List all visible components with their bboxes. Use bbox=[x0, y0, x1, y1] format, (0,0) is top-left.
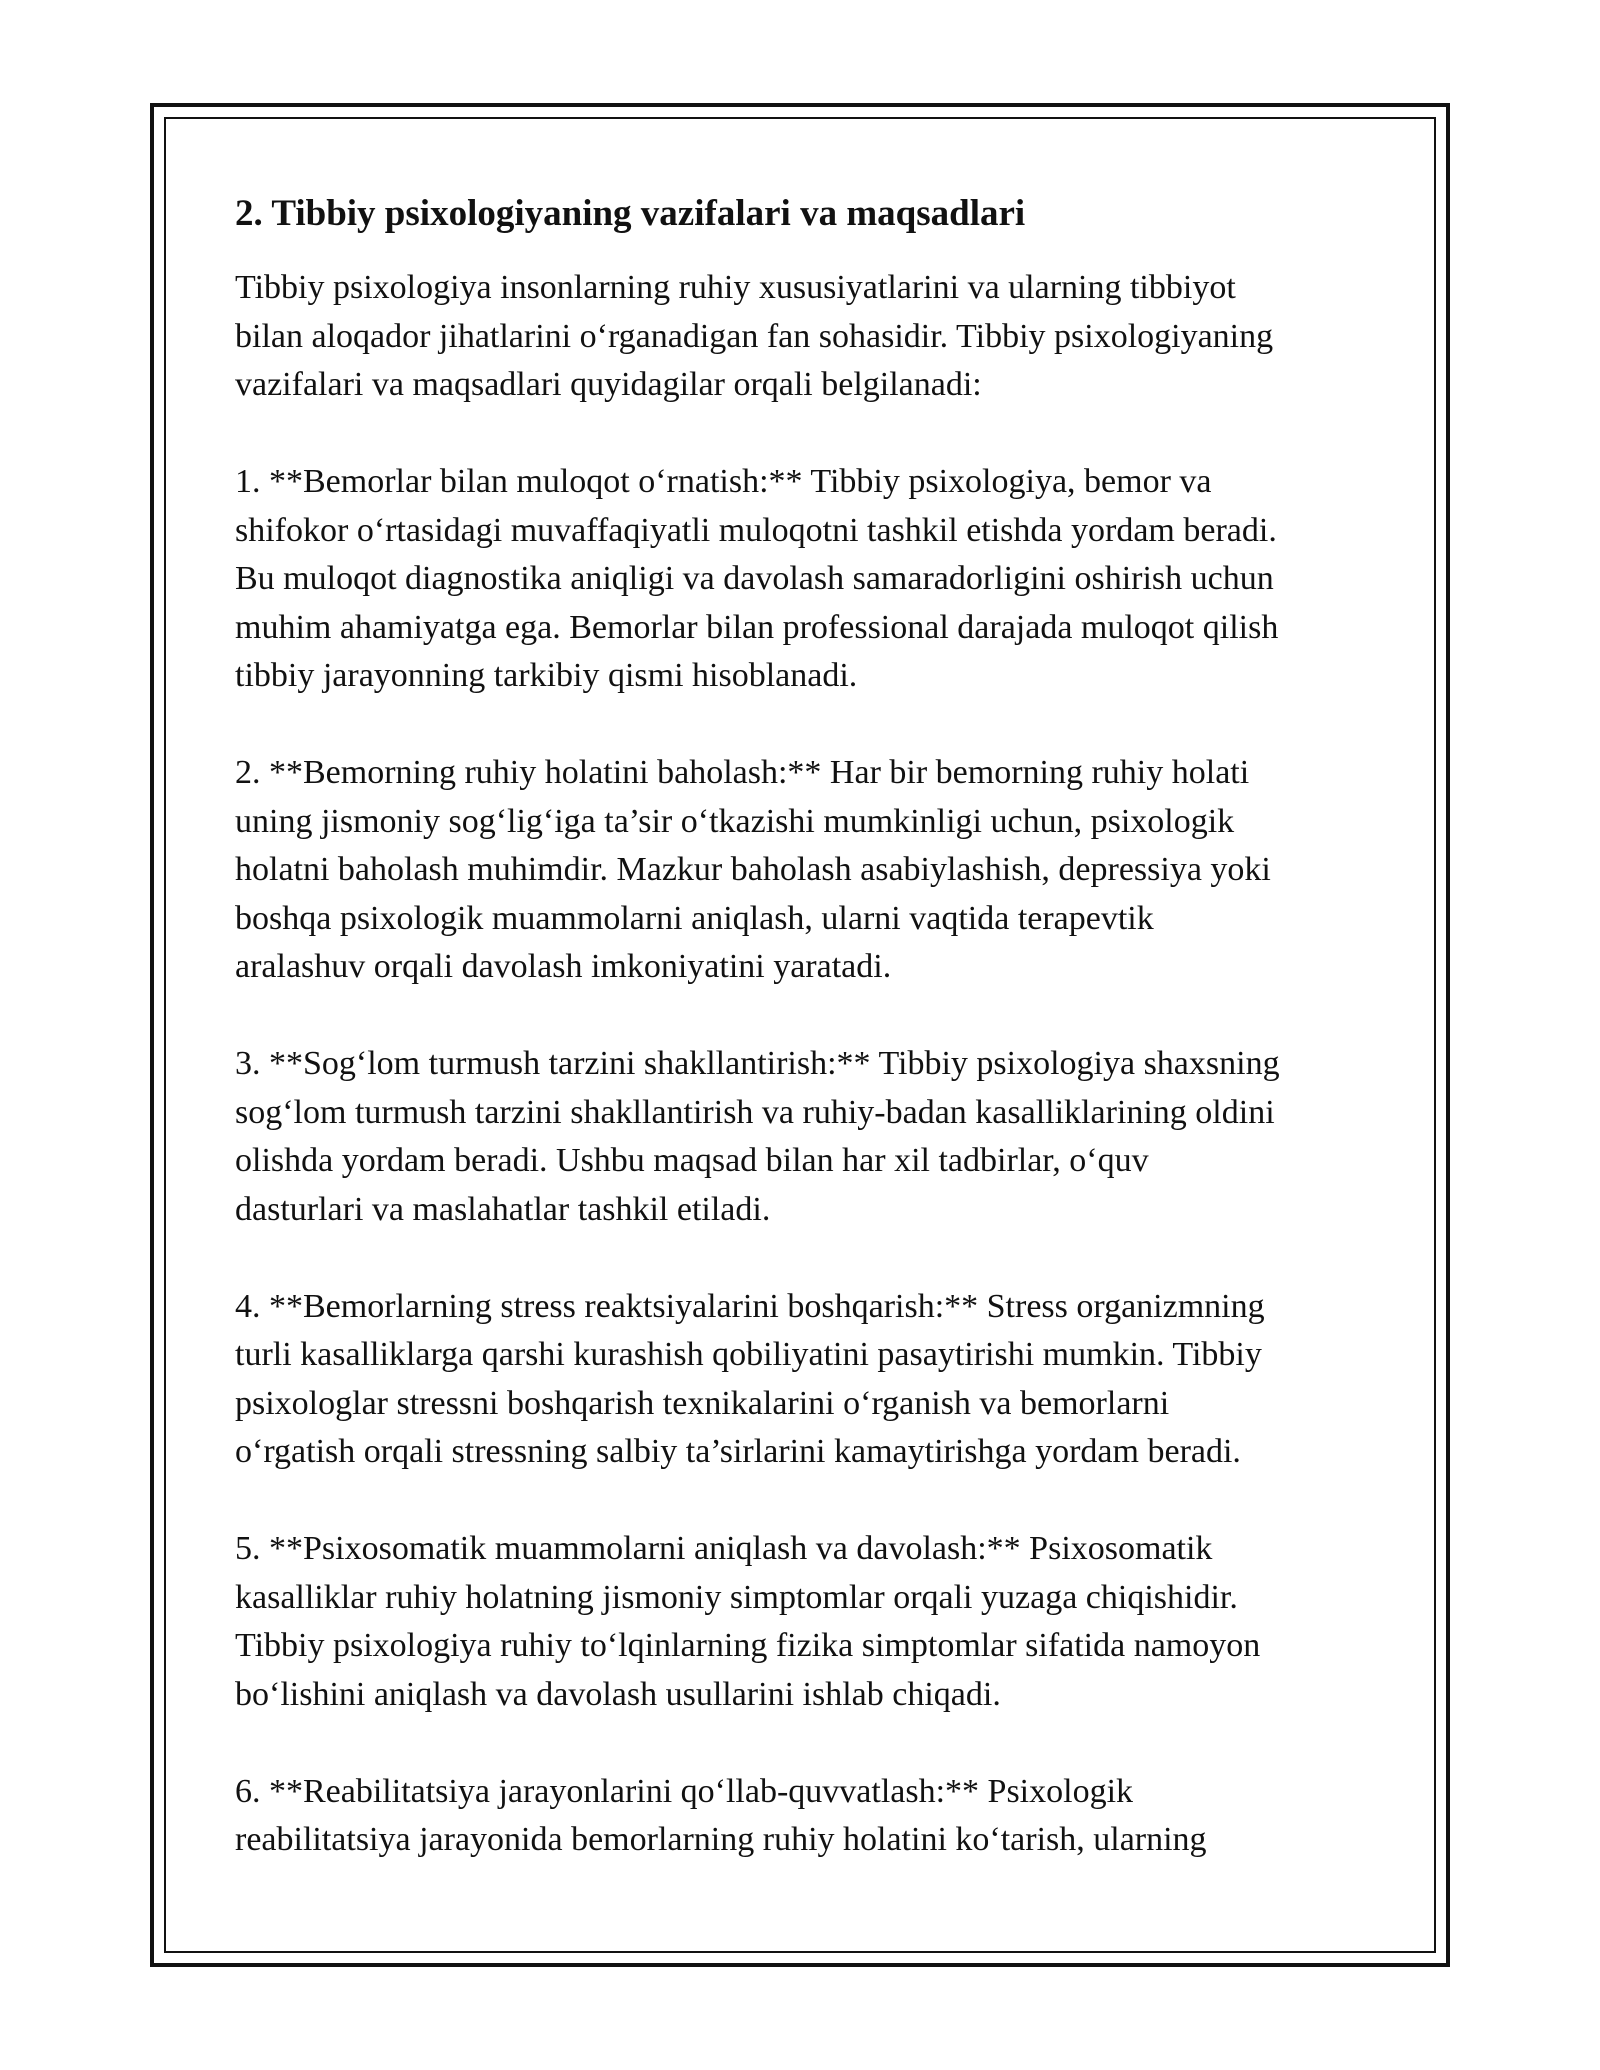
list-item-6-paragraph: 6. **Reabilitatsiya jarayonlarini qo‘llab-quvvatlash:** Psixologik reabilitatsiya jarayonida bemorlarning ruhiy holatini ko‘tarish, ularning bbox=[235, 1772, 1207, 1858]
list-item-1-paragraph: 1. **Bemorlar bilan muloqot o‘rnatish:** Tibbiy psixologiya, bemor va shifokor o‘rtasidagi muvaffaqiyatli muloqotni tashkil etishda yordam beradi. Bu muloqot diagnostika aniqligi va davolash samaradorligini oshirish uchun muhim ahamiyatga ega. Bemorlar bilan professional darajada muloqot qilish tibbiy jarayonning tarkibiy qismi hisoblanadi. bbox=[235, 463, 1279, 694]
list-item-3-paragraph: 3. **Sog‘lom turmush tarzini shakllantirish:** Tibbiy psixologiya shaxsning sog‘lom turmush tarzini shakllantirish va ruhiy-badan kasalliklarining oldini olishda yordam beradi. Ushbu maqsad bilan har xil tadbirlar, o‘quv dasturlari va maslahatlar tashkil etiladi. bbox=[235, 1045, 1280, 1228]
list-item-5-paragraph: 5. **Psixosomatik muammolarni aniqlash va davolash:** Psixosomatik kasalliklar ruhiy holatning jismoniy simptomlar orqali yuzaga chiqishidir. Tibbiy psixologiya ruhiy to‘lqinlarning fizika simptomlar sifatida namoyon bo‘lishini aniqlash va davolash usullarini ishlab chiqadi. bbox=[235, 1530, 1261, 1713]
document-body bbox=[235, 190, 1375, 1913]
list-item-2-paragraph: 2. **Bemorning ruhiy holatini baholash:** Har bir bemorning ruhiy holati uning jismoniy sog‘lig‘iga ta’sir o‘tkazishi mumkinligi uchun, psixologik holatni baholash muhimdir. Mazkur baholash asabiylashish, depressiya yoki boshqa psixologik muammolarni aniqlash, ularni vaqtida terapevtik aralashuv orqali davolash imkoniyatini yaratadi. bbox=[235, 754, 1271, 985]
list-item-4-paragraph: 4. **Bemorlarning stress reaktsiyalarini boshqarish:** Stress organizmning turli kasalliklarga qarshi kurashish qobiliyatini pasaytirishi mumkin. Tibbiy psixologlar stressni boshqarish texnikalarini o‘rganish va bemorlarni o‘rgatish orqali stressning salbiy ta’sirlarini kamaytirishga yordam beradi. bbox=[235, 1287, 1265, 1470]
section-heading: 2. Tibbiy psixologiyaning vazifalari va maqsadlari bbox=[235, 193, 1026, 234]
intro-paragraph: Tibbiy psixologiya insonlarning ruhiy xususiyatlarini va ularning tibbiyot bilan aloqador jihatlarini o‘rganadigan fan sohasidir. Tibbiy psixologiyaning vazifalari va maqsadlari quyidagilar orqali belgilanadi: bbox=[235, 269, 1274, 403]
